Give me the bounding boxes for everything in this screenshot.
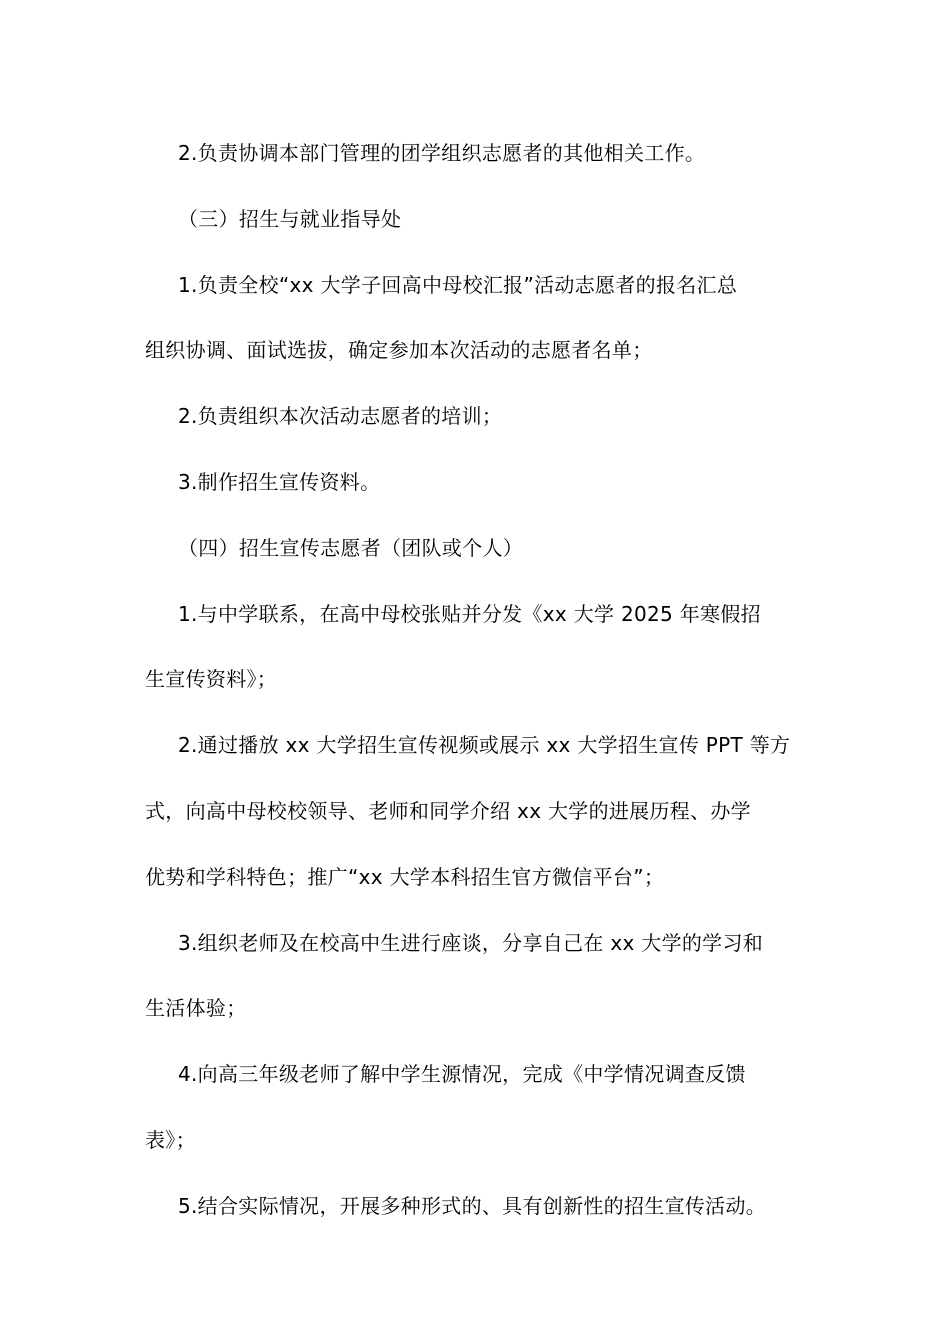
text-line: 表》；: [145, 1127, 196, 1152]
paragraph: [145, 582, 809, 714]
text-line: 2.负责组织本次活动志愿者的培训；: [178, 404, 503, 429]
text-line: 生宣传资料》；: [145, 667, 278, 692]
text-line: 5.结合实际情况，开展多种形式的、具有创新性的招生宣传活动。: [178, 1193, 767, 1218]
paragraph: [145, 384, 809, 450]
text-line: 组织协调、面试选拔，确定参加本次活动的志愿者名单；: [145, 338, 653, 363]
text-line: （四）招生宣传志愿者（团队或个人）: [178, 535, 524, 560]
text-line: （三）招生与就业指导处: [178, 206, 402, 231]
text-line: 式，向高中母校校领导、老师和同学介绍 xx 大学的进展历程、办学: [145, 798, 751, 823]
text-line: 1.负责全校“xx 大学子回高中母校汇报”活动志愿者的报名汇总: [178, 272, 738, 297]
paragraph: [145, 253, 809, 385]
paragraph: [145, 1042, 809, 1174]
section-heading: [145, 516, 809, 582]
paragraph: [145, 121, 809, 187]
paragraph: [145, 1174, 809, 1240]
text-line: 3.制作招生宣传资料。: [178, 469, 381, 494]
document-body: [145, 121, 809, 1240]
text-line: 3.组织老师及在校高中生进行座谈，分享自己在 xx 大学的学习和: [178, 930, 764, 955]
section-heading: [145, 187, 809, 253]
text-line: 优势和学科特色；推广“xx 大学本科招生官方微信平台”；: [145, 864, 665, 889]
text-line: 2.通过播放 xx 大学招生宣传视频或展示 xx 大学招生宣传 PPT 等方: [178, 733, 791, 758]
paragraph: [145, 911, 809, 1043]
paragraph: [145, 450, 809, 516]
paragraph: [145, 713, 809, 910]
text-line: 生活体验；: [145, 996, 247, 1021]
text-line: 2.负责协调本部门管理的团学组织志愿者的其他相关工作。: [178, 141, 706, 165]
text-line: 1.与中学联系，在高中母校张贴并分发《xx 大学 2025 年寒假招: [178, 601, 761, 626]
text-line: 4.向高三年级老师了解中学生源情况，完成《中学情况调查反馈: [178, 1062, 746, 1087]
